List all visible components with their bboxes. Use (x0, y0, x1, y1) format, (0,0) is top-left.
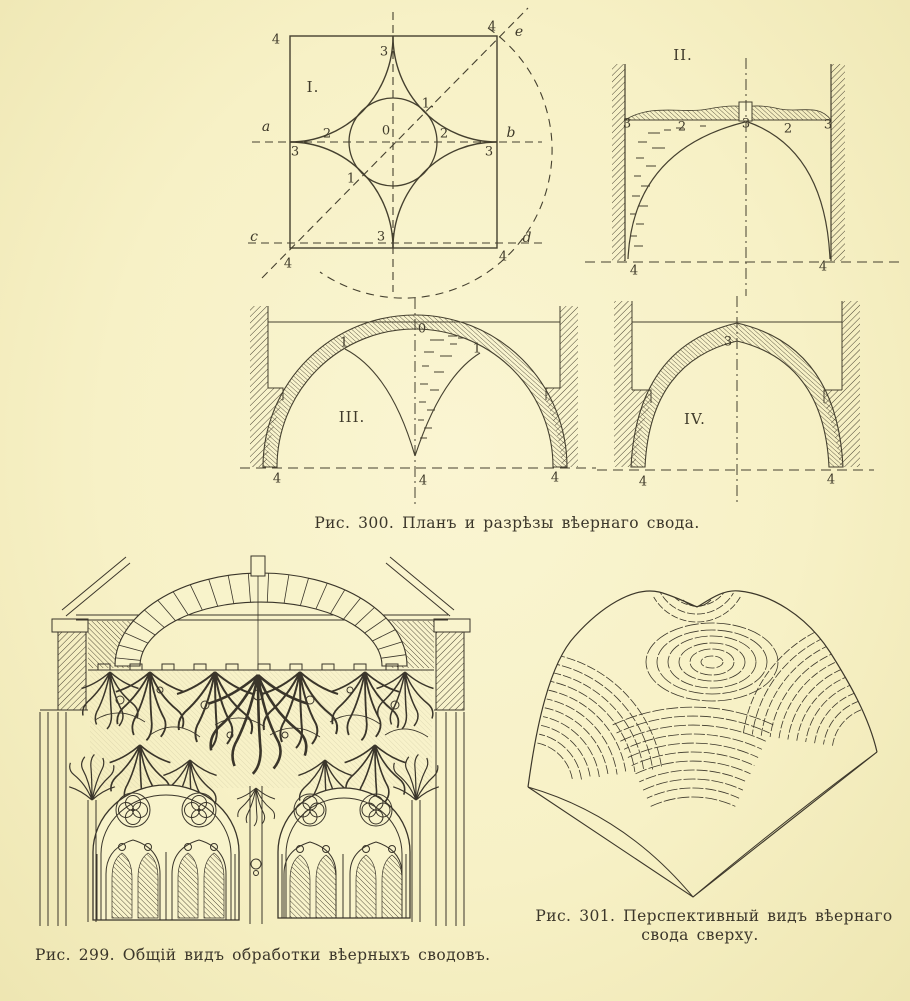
plan-label: 2 (439, 126, 449, 142)
section-iii-label: 0 (417, 321, 427, 337)
section-iv-roman-numeral: IV. (684, 410, 706, 428)
section-ii-label: 3 (823, 117, 833, 133)
plan-label: 4 (498, 249, 508, 265)
section-ii-label: 2 (677, 119, 687, 135)
plan-label: 4 (487, 19, 497, 35)
section-iii-roman-numeral: III. (338, 408, 366, 426)
section-iii-label: 1 (339, 335, 349, 351)
plan-label: 2 (322, 126, 332, 142)
plan-letter-b: b (506, 125, 516, 141)
plan-label: 4 (271, 32, 281, 48)
plan-label: 1 (346, 171, 356, 187)
plan-label: 3 (484, 144, 494, 160)
figure-299-engraving (40, 556, 470, 926)
figure-300-caption: Рис. 300. Планъ и разрѣзы вѣернаго свода. (314, 514, 700, 532)
plan-letter-e: e (514, 24, 524, 40)
section-iv-label: 3 (723, 334, 733, 350)
section-ii-label: 4 (629, 263, 639, 279)
plan-label: 0 (381, 123, 391, 139)
figure-301-lineart (528, 581, 877, 897)
plan-letter-a: a (261, 119, 271, 135)
section-iii-label: 4 (550, 470, 560, 486)
plan-label: 4 (283, 256, 293, 272)
figure-301-caption-line1: Рис. 301. Перспективный видъ вѣернаго (535, 907, 893, 925)
plan-label: 3 (290, 144, 300, 160)
section-ii-roman-numeral: II. (673, 46, 693, 64)
figure-299-caption: Рис. 299. Общій видъ обработки вѣерныхъ сводовъ. (35, 946, 491, 964)
section-ii-label: 3 (741, 116, 751, 132)
plan-label: 1. (421, 96, 435, 112)
plan-label: 3 (376, 229, 386, 245)
plan-letter-d: d (522, 230, 532, 246)
section-iv-label: 4 (826, 472, 836, 488)
plan-label: 3 (379, 44, 389, 60)
section-diagram-II (585, 58, 902, 296)
plan-roman-numeral: I. (306, 78, 320, 96)
section-ii-label: 4 (818, 259, 828, 275)
section-iii-label: 1 (472, 341, 482, 357)
section-ii-label: 2 (783, 121, 793, 137)
section-iii-label: 4 (418, 473, 428, 489)
section-ii-label: 3 (622, 116, 632, 132)
section-iv-label: 4 (638, 474, 648, 490)
figure-301-caption-line2: свода сверху. (641, 926, 759, 944)
plan-letter-c: c (250, 229, 258, 245)
figure-300-lineart (240, 8, 902, 508)
section-iii-label: 4 (272, 471, 282, 487)
